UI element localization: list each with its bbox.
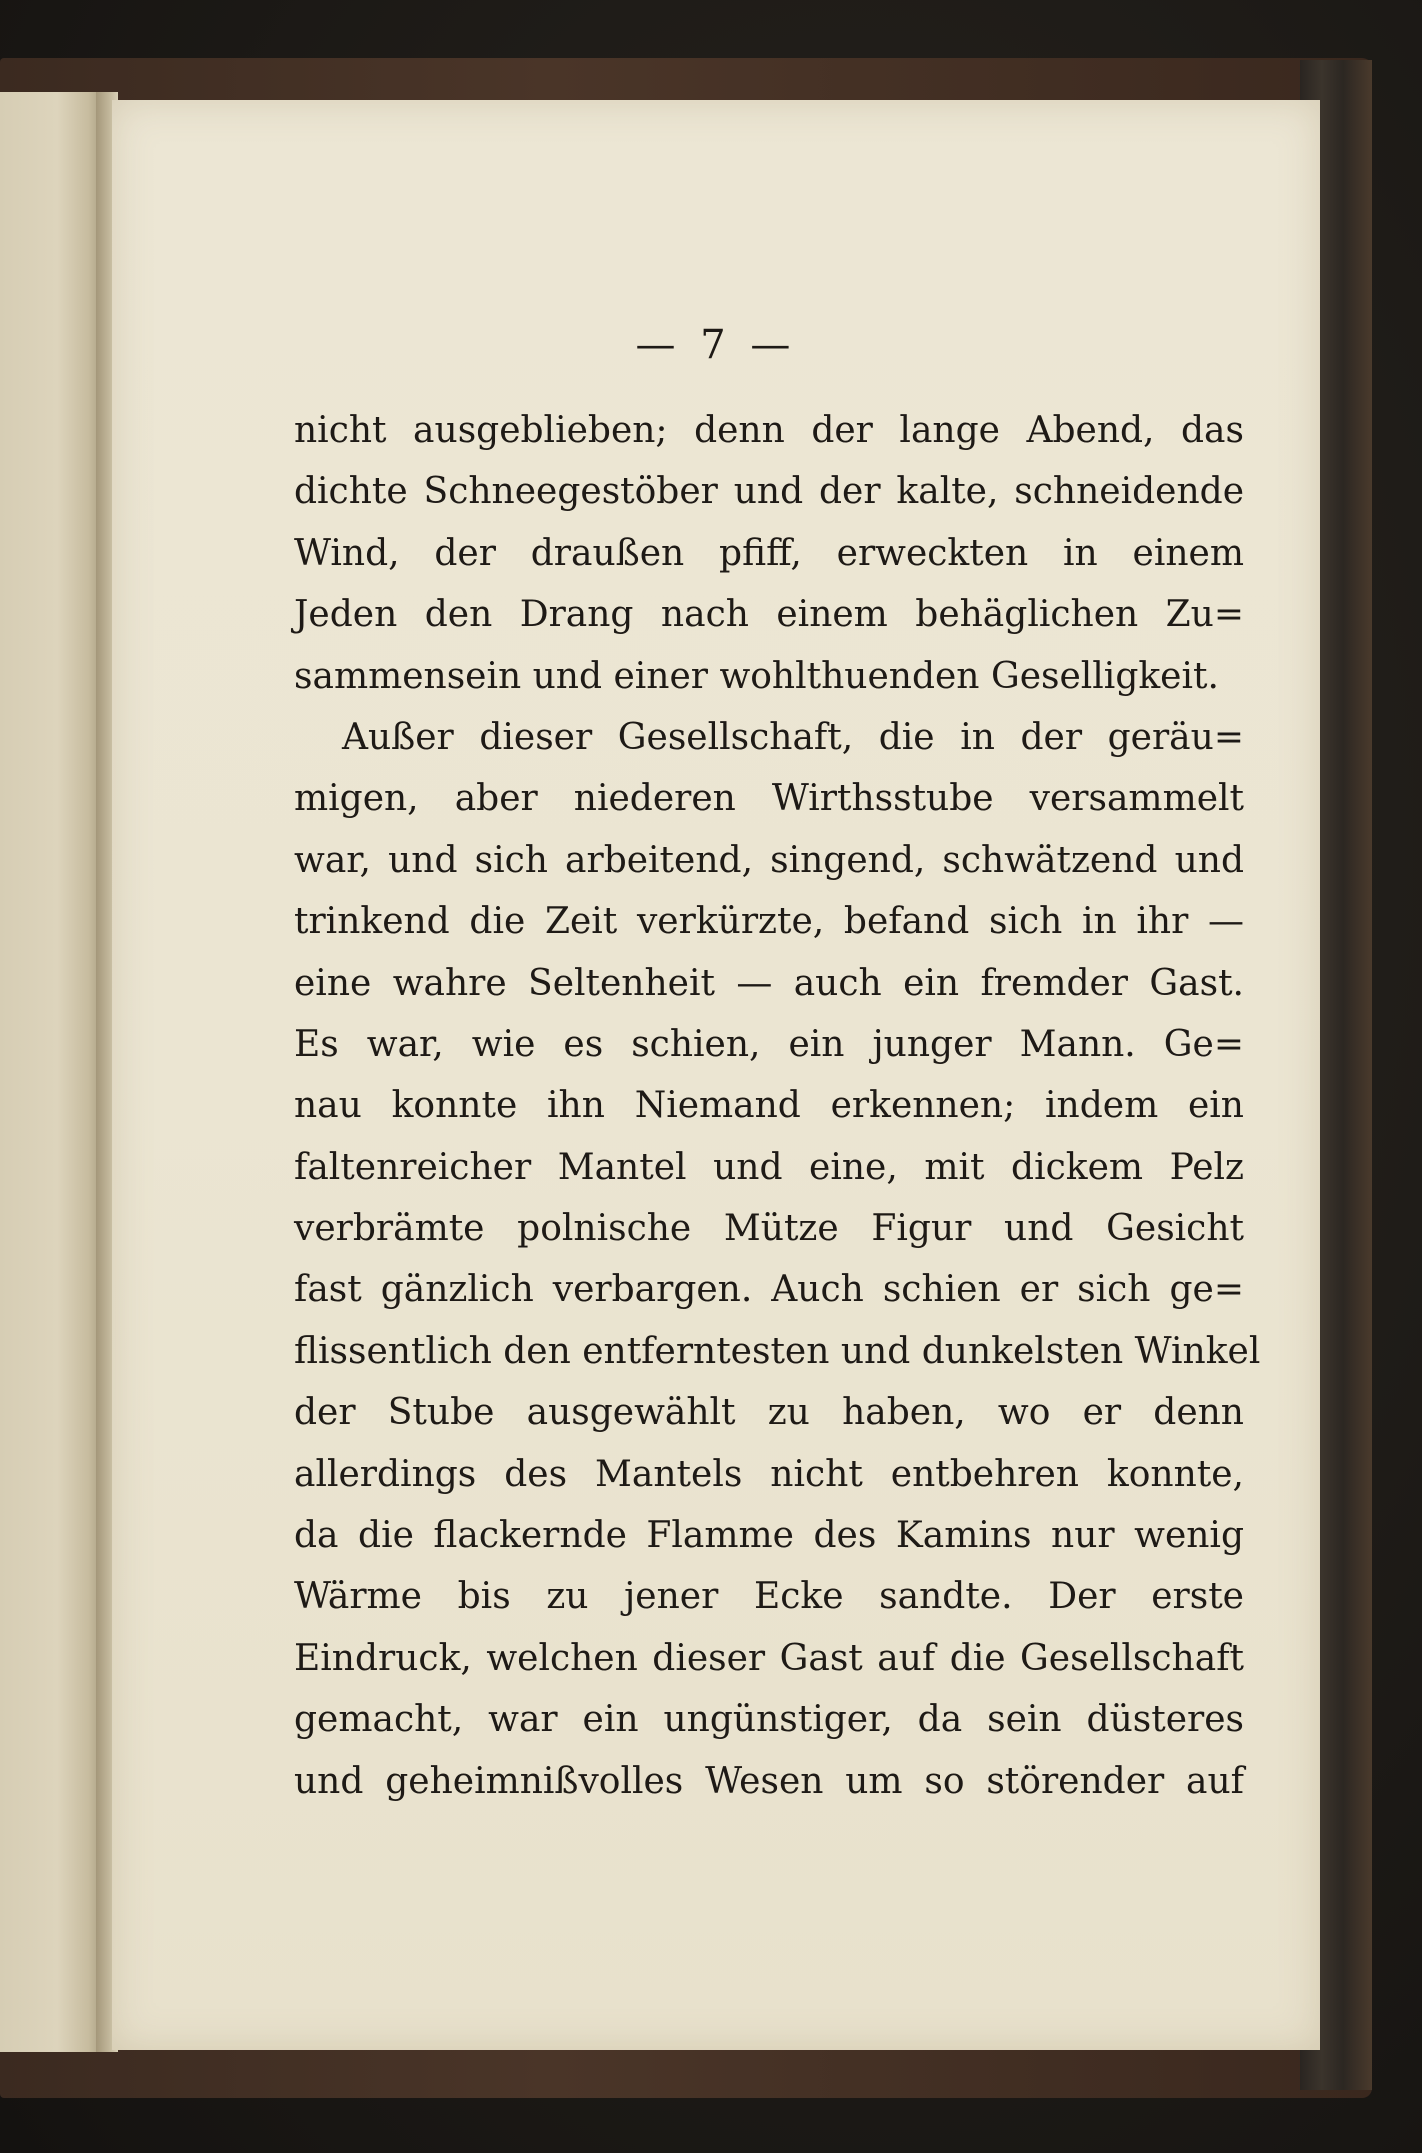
text-line: Wind, der draußen pfiff, erweckten in einem (294, 532, 1244, 574)
page-number: — 7 — (635, 322, 797, 368)
text-line: da die flackernde Flamme des Kamins nur wenig (294, 1515, 1244, 1557)
text-line: gemacht, war ein ungünstiger, da sein düsteres (294, 1699, 1244, 1741)
text-line: der Stube ausgewählt zu haben, wo er denn (294, 1392, 1244, 1434)
text-line: dichte Schneegestöber und der kalte, schneidende (294, 471, 1244, 513)
text-line: Wärme bis zu jener Ecke sandte. Der erste (294, 1576, 1244, 1618)
text-line: Außer dieser Gesellschaft, die in der geräu= (342, 716, 1244, 758)
text-line: migen, aber niederen Wirthsstube versammelt (294, 778, 1244, 820)
text-line: nicht ausgeblieben; denn der lange Abend, das (294, 410, 1244, 451)
text-line: faltenreicher Mantel und eine, mit dickem Pelz (294, 1146, 1244, 1188)
text-line: allerdings des Mantels nicht entbehren konnte, (294, 1453, 1244, 1495)
text-line: Eindruck, welchen dieser Gast auf die Gesellschaft (294, 1637, 1244, 1679)
text-line: Es war, wie es schien, ein junger Mann. Ge= (294, 1023, 1244, 1065)
text-line: sammensein und einer wohlthuenden Geselligkeit. (294, 655, 1219, 697)
text-line: verbrämte polnische Mütze Figur und Gesicht (294, 1208, 1244, 1250)
text-line: eine wahre Seltenheit — auch ein fremder Gast. (294, 962, 1244, 1004)
book-page (112, 100, 1320, 2050)
text-line: flissentlich den entferntesten und dunkelsten Winkel (294, 1330, 1261, 1372)
text-line: nau konnte ihn Niemand erkennen; indem ein (294, 1085, 1244, 1127)
body-text (294, 400, 1261, 1812)
text-line: fast gänzlich verbargen. Auch schien er sich ge= (294, 1269, 1244, 1311)
text-line: trinkend die Zeit verkürzte, befand sich in ihr — (294, 901, 1244, 943)
text-line: Jeden den Drang nach einem behäglichen Zu= (294, 594, 1244, 636)
left-page-edge (0, 92, 104, 2052)
text-line: und geheimnißvolles Wesen um so störender auf (294, 1760, 1244, 1802)
text-line: war, und sich arbeitend, singend, schwätzend und (294, 839, 1244, 881)
